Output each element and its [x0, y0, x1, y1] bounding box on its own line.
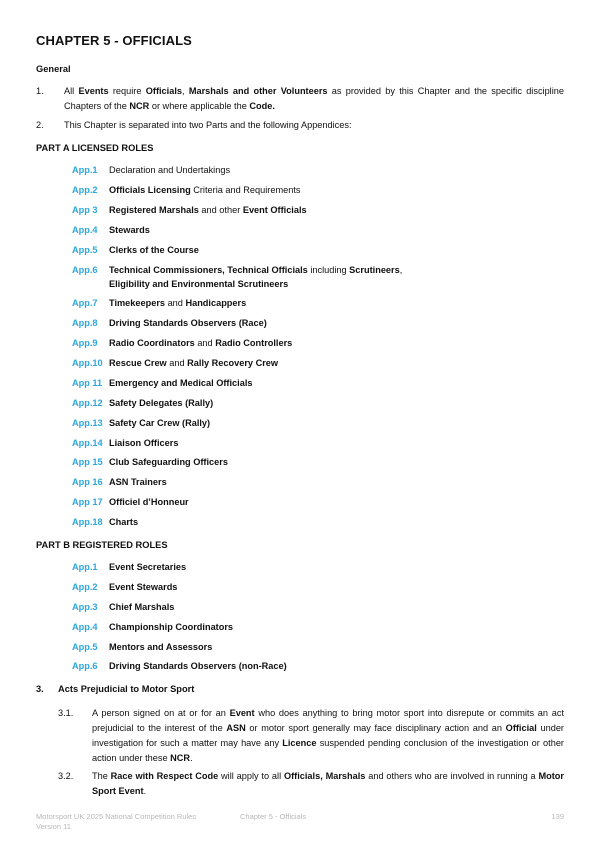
appendix-code: App.13 [72, 418, 103, 428]
appendix-label: Emergency and Medical Officials [109, 378, 253, 388]
item-number: 1. [36, 86, 44, 96]
appendix-label: ASN Trainers [109, 477, 167, 487]
appendix-label: Liaison Officers [109, 438, 179, 448]
section-title: Acts Prejudicial to Motor Sport [58, 684, 195, 694]
appendix-label: Registered Marshals and other Event Officials [109, 205, 307, 215]
appendix-code: App.4 [72, 622, 98, 632]
appendix-code: App 15 [72, 457, 103, 467]
appendix-code: App.1 [72, 165, 98, 175]
appendix-code: App.6 [72, 661, 98, 671]
appendix-code: App.4 [72, 225, 98, 235]
general-heading: General [36, 64, 71, 74]
appendix-label: Stewards [109, 225, 150, 235]
appendix-label: Event Secretaries [109, 562, 187, 572]
chapter-title: CHAPTER 5 - OFFICIALS [36, 33, 192, 48]
footer-chapter: Chapter 5 - Officials [240, 812, 307, 821]
appendix-label: Officiel d’Honneur [109, 497, 189, 507]
footer-version: Version 11 [36, 822, 71, 831]
appendix-label: Charts [109, 517, 139, 527]
appendix-code: App.8 [72, 318, 98, 328]
appendix-label: Technical Commissioners, Technical Officials including Scrutineers, Eligibility and Environmental Scrutineers [109, 265, 403, 289]
footer-publication [36, 812, 196, 832]
appendix-label: Club Safeguarding Officers [109, 457, 228, 467]
appendix-code: App.5 [72, 245, 98, 255]
clause-text: The Race with Respect Code will apply to all Officials, Marshals and others who are involved in running a Motor Sport Event. [92, 771, 564, 796]
appendix-code: App 16 [72, 477, 103, 487]
appendix-code: App.2 [72, 582, 98, 592]
appendix-code: App.7 [72, 298, 98, 308]
clause-number: 3.1. [58, 708, 74, 718]
appendix-code: App 3 [72, 205, 98, 215]
appendix-label: Safety Car Crew (Rally) [109, 418, 211, 428]
appendix-code: App.18 [72, 517, 103, 527]
appendix-code: App.10 [72, 358, 103, 368]
item-text: All Events require Officials, Marshals and other Volunteers as provided by this Chapter and the specific discipline Chapters of the NCR or where applicable the Code. [64, 86, 564, 111]
item-text: This Chapter is separated into two Parts and the following Appendices: [64, 120, 352, 130]
appendix-code: App 17 [72, 497, 103, 507]
footer-publication-title: Motorsport UK 2025 National Competition Rules [36, 812, 197, 821]
appendix-label: Safety Delegates (Rally) [109, 398, 214, 408]
appendix-code: App.1 [72, 562, 98, 572]
appendix-label: Declaration and Undertakings [109, 165, 231, 175]
appendix-code: App.14 [72, 438, 103, 448]
appendix-label: Championship Coordinators [109, 622, 234, 632]
appendix-label: Officials Licensing Criteria and Requirements [109, 185, 301, 195]
appendix-label: Rescue Crew and Rally Recovery Crew [109, 358, 279, 368]
clause-text: A person signed on at or for an Event who does anything to bring motor sport into disrepute or commits an act prejudicial to the interest of the ASN or motor sport generally may face disciplinary action and an Official under investigation for such a matter may have any Licence suspended pending conclusion of the investigation or other action under these NCR. [92, 708, 564, 763]
appendix-label: Driving Standards Observers (Race) [109, 318, 267, 328]
item-number: 2. [36, 120, 44, 130]
appendix-code: App.5 [72, 642, 98, 652]
appendix-label: Clerks of the Course [109, 245, 199, 255]
appendix-code: App 11 [72, 378, 103, 388]
appendix-code: App.2 [72, 185, 98, 195]
appendix-code: App.3 [72, 602, 98, 612]
appendix-code: App.6 [72, 265, 98, 275]
appendix-label: Mentors and Assessors [109, 642, 213, 652]
part-b-heading: PART B REGISTERED ROLES [36, 540, 168, 550]
appendix-code: App.9 [72, 338, 98, 348]
clause-number: 3.2. [58, 771, 74, 781]
appendix-label: Driving Standards Observers (non-Race) [109, 661, 287, 671]
part-a-heading: PART A LICENSED ROLES [36, 143, 154, 153]
appendix-code: App.12 [72, 398, 103, 408]
appendix-label: Radio Coordinators and Radio Controllers [109, 338, 293, 348]
appendix-label: Event Stewards [109, 582, 178, 592]
section-number: 3. [36, 684, 44, 694]
page-number: 139 [551, 812, 564, 821]
appendix-label: Chief Marshals [109, 602, 175, 612]
appendix-label: Timekeepers and Handicappers [109, 298, 247, 308]
